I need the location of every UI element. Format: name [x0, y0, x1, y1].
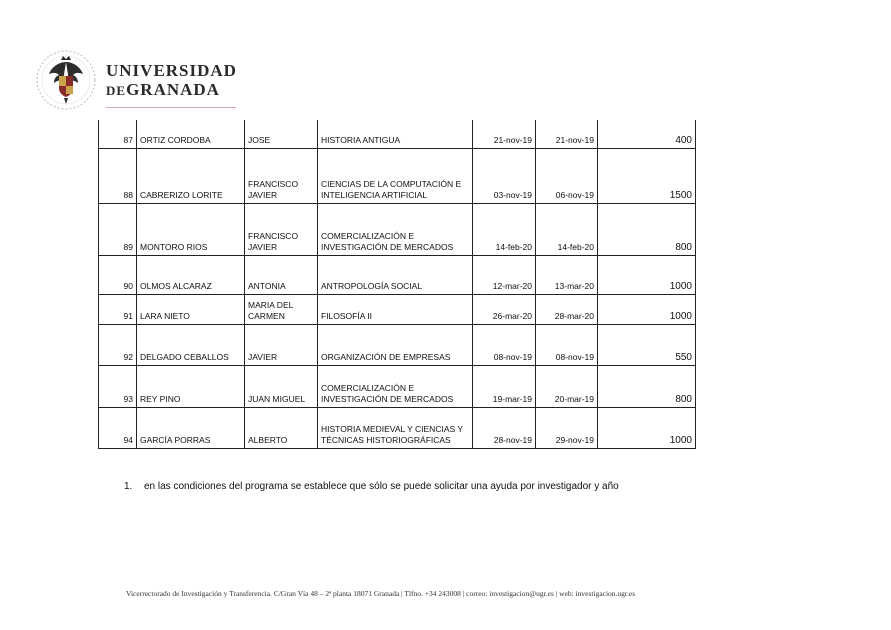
table-row [99, 203, 696, 255]
row-area: COMERCIALIZACIÓN E INVESTIGACIÓN DE MERCADOS [318, 365, 473, 407]
row-end-date: 21-nov-19 [536, 120, 598, 148]
row-first-name: JUAN MIGUEL [245, 365, 318, 407]
row-number: 93 [99, 365, 137, 407]
university-crest-icon [30, 48, 102, 112]
table-row [99, 324, 696, 365]
row-amount: 800 [598, 365, 696, 407]
university-name-line2 [106, 81, 237, 98]
row-start-date: 12-mar-20 [473, 255, 536, 294]
table-row [99, 148, 696, 203]
row-amount: 1500 [598, 148, 696, 203]
row-surname: OLMOS ALCARAZ [137, 255, 245, 294]
row-end-date: 28-mar-20 [536, 294, 598, 324]
table-row [99, 294, 696, 324]
row-first-name: ALBERTO [245, 407, 318, 448]
row-number: 92 [99, 324, 137, 365]
row-area: HISTORIA ANTIGUA [318, 120, 473, 148]
row-end-date: 20-mar-19 [536, 365, 598, 407]
row-amount: 800 [598, 203, 696, 255]
row-end-date: 14-feb-20 [536, 203, 598, 255]
row-first-name: MARIA DEL CARMEN [245, 294, 318, 324]
row-start-date: 26-mar-20 [473, 294, 536, 324]
table-row [99, 407, 696, 448]
footnote [124, 481, 619, 492]
row-first-name: ANTONIA [245, 255, 318, 294]
footnote-text: en las condiciones del programa se establece que sólo se puede solicitar una ayuda por investigador y año [144, 481, 619, 492]
table-row [99, 120, 696, 148]
university-name-main: GRANADA [126, 80, 220, 99]
row-end-date: 29-nov-19 [536, 407, 598, 448]
table-row [99, 365, 696, 407]
row-end-date: 08-nov-19 [536, 324, 598, 365]
row-amount: 1000 [598, 255, 696, 294]
row-end-date: 13-mar-20 [536, 255, 598, 294]
row-number: 90 [99, 255, 137, 294]
row-amount: 1000 [598, 407, 696, 448]
row-number: 89 [99, 203, 137, 255]
row-area: ANTROPOLOGÍA SOCIAL [318, 255, 473, 294]
row-surname: GARCÍA PORRAS [137, 407, 245, 448]
page-footer: Vicerrectorado de Investigación y Transferencia. C/Gran Vía 48 – 2ª planta 18071 Granada | Tlfno. +34 243008 | correo: investigacion@ugr.es | web: investigacion.ugr.es [126, 589, 636, 598]
row-surname: ORTIZ CORDOBA [137, 120, 245, 148]
row-area: FILOSOFÍA II [318, 294, 473, 324]
row-start-date: 03-nov-19 [473, 148, 536, 203]
row-number: 87 [99, 120, 137, 148]
university-name-prefix: DE [106, 83, 127, 98]
row-start-date: 14-feb-20 [473, 203, 536, 255]
row-first-name: JAVIER [245, 324, 318, 365]
row-start-date: 28-nov-19 [473, 407, 536, 448]
row-number: 91 [99, 294, 137, 324]
row-start-date: 08-nov-19 [473, 324, 536, 365]
row-amount: 550 [598, 324, 696, 365]
row-area: ORGANIZACIÓN DE EMPRESAS [318, 324, 473, 365]
row-surname: REY PINO [137, 365, 245, 407]
row-start-date: 19-mar-19 [473, 365, 536, 407]
university-name [106, 62, 237, 98]
row-area: HISTORIA MEDIEVAL Y CIENCIAS Y TÉCNICAS HISTORIOGRÁFICAS [318, 407, 473, 448]
row-first-name: FRANCISCO JAVIER [245, 148, 318, 203]
row-first-name: FRANCISCO JAVIER [245, 203, 318, 255]
row-end-date: 06-nov-19 [536, 148, 598, 203]
grants-table [98, 120, 696, 449]
row-area: CIENCIAS DE LA COMPUTACIÓN E INTELIGENCIA ARTIFICIAL [318, 148, 473, 203]
footnote-number: 1. [124, 481, 133, 492]
table-row [99, 255, 696, 294]
row-number: 94 [99, 407, 137, 448]
header-divider [106, 107, 236, 108]
row-amount: 1000 [598, 294, 696, 324]
row-first-name: JOSE [245, 120, 318, 148]
row-surname: DELGADO CEBALLOS [137, 324, 245, 365]
row-surname: CABRERIZO LORITE [137, 148, 245, 203]
university-name-line1: UNIVERSIDAD [106, 61, 237, 80]
row-start-date: 21-nov-19 [473, 120, 536, 148]
row-surname: MONTORO RIOS [137, 203, 245, 255]
row-surname: LARA NIETO [137, 294, 245, 324]
row-area: COMERCIALIZACIÓN E INVESTIGACIÓN DE MERCADOS [318, 203, 473, 255]
row-number: 88 [99, 148, 137, 203]
row-amount: 400 [598, 120, 696, 148]
